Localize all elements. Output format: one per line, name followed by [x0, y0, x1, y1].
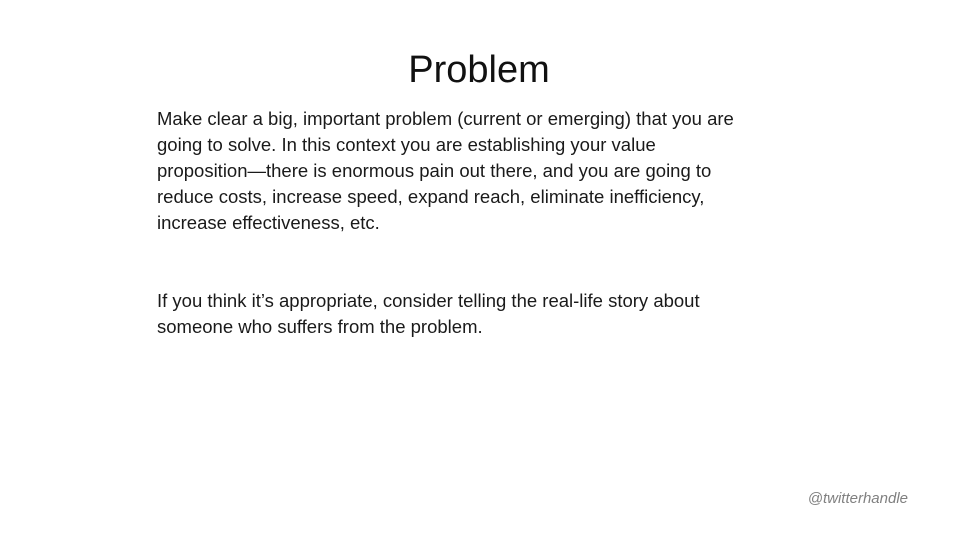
body-paragraph-story: If you think it’s appropriate, consider telling the real-life story about someone who suffers from the problem. — [157, 290, 700, 337]
slide-body — [157, 106, 817, 340]
body-paragraph-problem: Make clear a big, important problem (current or emerging) that you are going to solve. In this context you are establishing your value proposition—there is enormous pain out there, and you are going to reduce costs, increase speed, expand reach, eliminate inefficiency, increase effectiveness, etc. — [157, 108, 734, 233]
twitter-handle: @twitterhandle — [807, 490, 908, 507]
slide-title: Problem — [408, 49, 550, 91]
